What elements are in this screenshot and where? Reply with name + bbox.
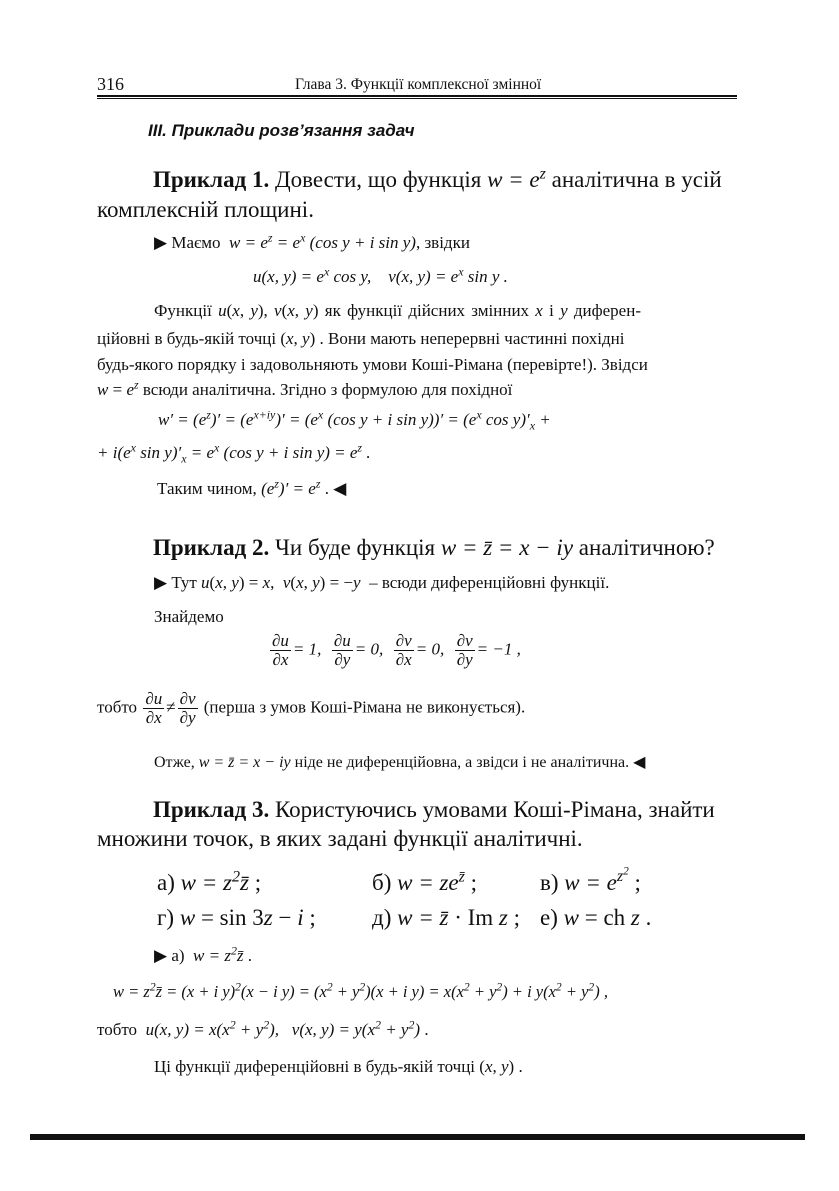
example1-uv: u(x, $y) = e^x$ cos y, v(x, $y) = e^x$ sin y .	[253, 264, 508, 286]
example3-statement-line1: Приклад 3. Користуючись умовами Коші-Рімана, знайти	[153, 797, 715, 822]
example1-formula: $w = e^z$	[487, 165, 546, 192]
section-title: III. Приклади розв’язання задач	[148, 121, 415, 140]
example3-sol-a: ▶ а) $w = z^2z̄$ .	[154, 943, 253, 965]
example2-here: ▶ Тут u(x, y) = x, v(x, y) = −y – всюди диференційовні функції.	[154, 573, 610, 592]
example1-statement	[153, 167, 722, 193]
example3-item-a: а) $w = z^2z̄$ ;	[157, 868, 262, 895]
example1-para-line2: ційовні в будь-якій точці (x, y) . Вони мають неперервні частинні похідні	[97, 329, 625, 348]
example3-expand: $w = z^2z̄ = (x + i$ y)$^2$(x − i $y) = (x^2 + y^2)(x + i$ $y) = x(x^2 + y^2) + i$ $y(x^2 + y^2)$ ,	[113, 981, 608, 1001]
page-number: 316	[97, 74, 124, 94]
example3-that-is-uv: тобто u(x, $y) = x(x^2 + y^2)$, v(x, $y) = y(x^2 + y^2)$ .	[97, 1017, 429, 1039]
example3-item-e: д) w = z̄ · Im z ;	[372, 905, 520, 930]
example3-item-c: в) $w = e^{z^2}$ ;	[540, 865, 641, 895]
example1-deriv-line1: $w' = (e^z)' = (e^{x+iy})' = (e^x$ (cos y + i $\sin y))' = (e^x$ $\cos y)'_x$ +	[158, 407, 551, 433]
example1-statement-a: Довести, що функція	[274, 167, 482, 192]
example1-have-formula: $w = e^z = e^x$ (cos y + i sin y)	[229, 230, 416, 252]
example1-statement-b: аналітична в усій	[551, 167, 722, 192]
example1-statement-line2: комплексній площині.	[97, 197, 314, 222]
example3-statement-line2: множини точок, в яких задані функції аналітичні.	[97, 826, 583, 851]
example1-label: Приклад 1.	[153, 167, 270, 192]
example1-para-line1: Функції u(x, y), v(x, y) як функції дійсних змінних x і y диферен-	[154, 301, 641, 320]
header-rule	[97, 95, 737, 97]
example3-item-b: б) $w = ze^{z̄}$ ;	[372, 868, 478, 895]
example3-final: Ці функції диференційовні в будь-якій точці (x, y) .	[154, 1057, 523, 1076]
example2-conclusion: Отже, w = z̄ = x − iy ніде не диференційовна, а звідси і не аналітична. ◀	[154, 754, 646, 771]
example3-item-f: е) w = ch z .	[540, 905, 652, 930]
example2-find: Знайдемо	[154, 607, 224, 626]
example1-deriv-line2: + $i(e^x$ $\sin y)'_x = e^x$ (cos y + i $\sin y) = e^z$ .	[97, 440, 371, 466]
example1-have: ▶ Маємо $w = e^z = e^x$ (cos y + i sin y), звідки	[154, 230, 470, 252]
example2-label: Приклад 2.	[153, 535, 270, 560]
triangle-right-icon: ▶	[154, 233, 168, 252]
example1-para-line3: будь-якого порядку і задовольняють умови Коші-Рімана (перевірте!). Звідси	[97, 355, 648, 374]
example3-item-d: г) w = sin 3z − i ;	[157, 905, 316, 930]
bottom-scan-bar	[30, 1134, 805, 1140]
running-title: Глава 3. Функції комплексної змінної	[295, 76, 542, 93]
example2-that-is: тобто $\frac{\partial u}{\partial x}$ ≠ $\frac{\partial v}{\partial y}$ (перша з умов Коші-Рімана не виконується).	[97, 689, 526, 727]
example2-statement: Приклад 2. Чи буде функція w = z̄ = x − iy аналітичною?	[153, 535, 715, 560]
example3-label: Приклад 3.	[153, 797, 270, 822]
example2-partials: $\frac{\partial u}{\partial x}$ = 1, $\frac{\partial u}{\partial y}$ = 0, $\frac{\partial v}{\partial x}$ = 0, $\frac{\partial v}{\partial y}$ = −1 ,	[272, 631, 521, 669]
header-rule-2	[97, 98, 737, 99]
example1-para-line4: $w = e^z$ всюди аналітична. Згідно з формулою для похідної	[97, 377, 513, 399]
example1-thus: Таким чином, $(e^z)' = e^z$ . ◀	[157, 476, 347, 498]
